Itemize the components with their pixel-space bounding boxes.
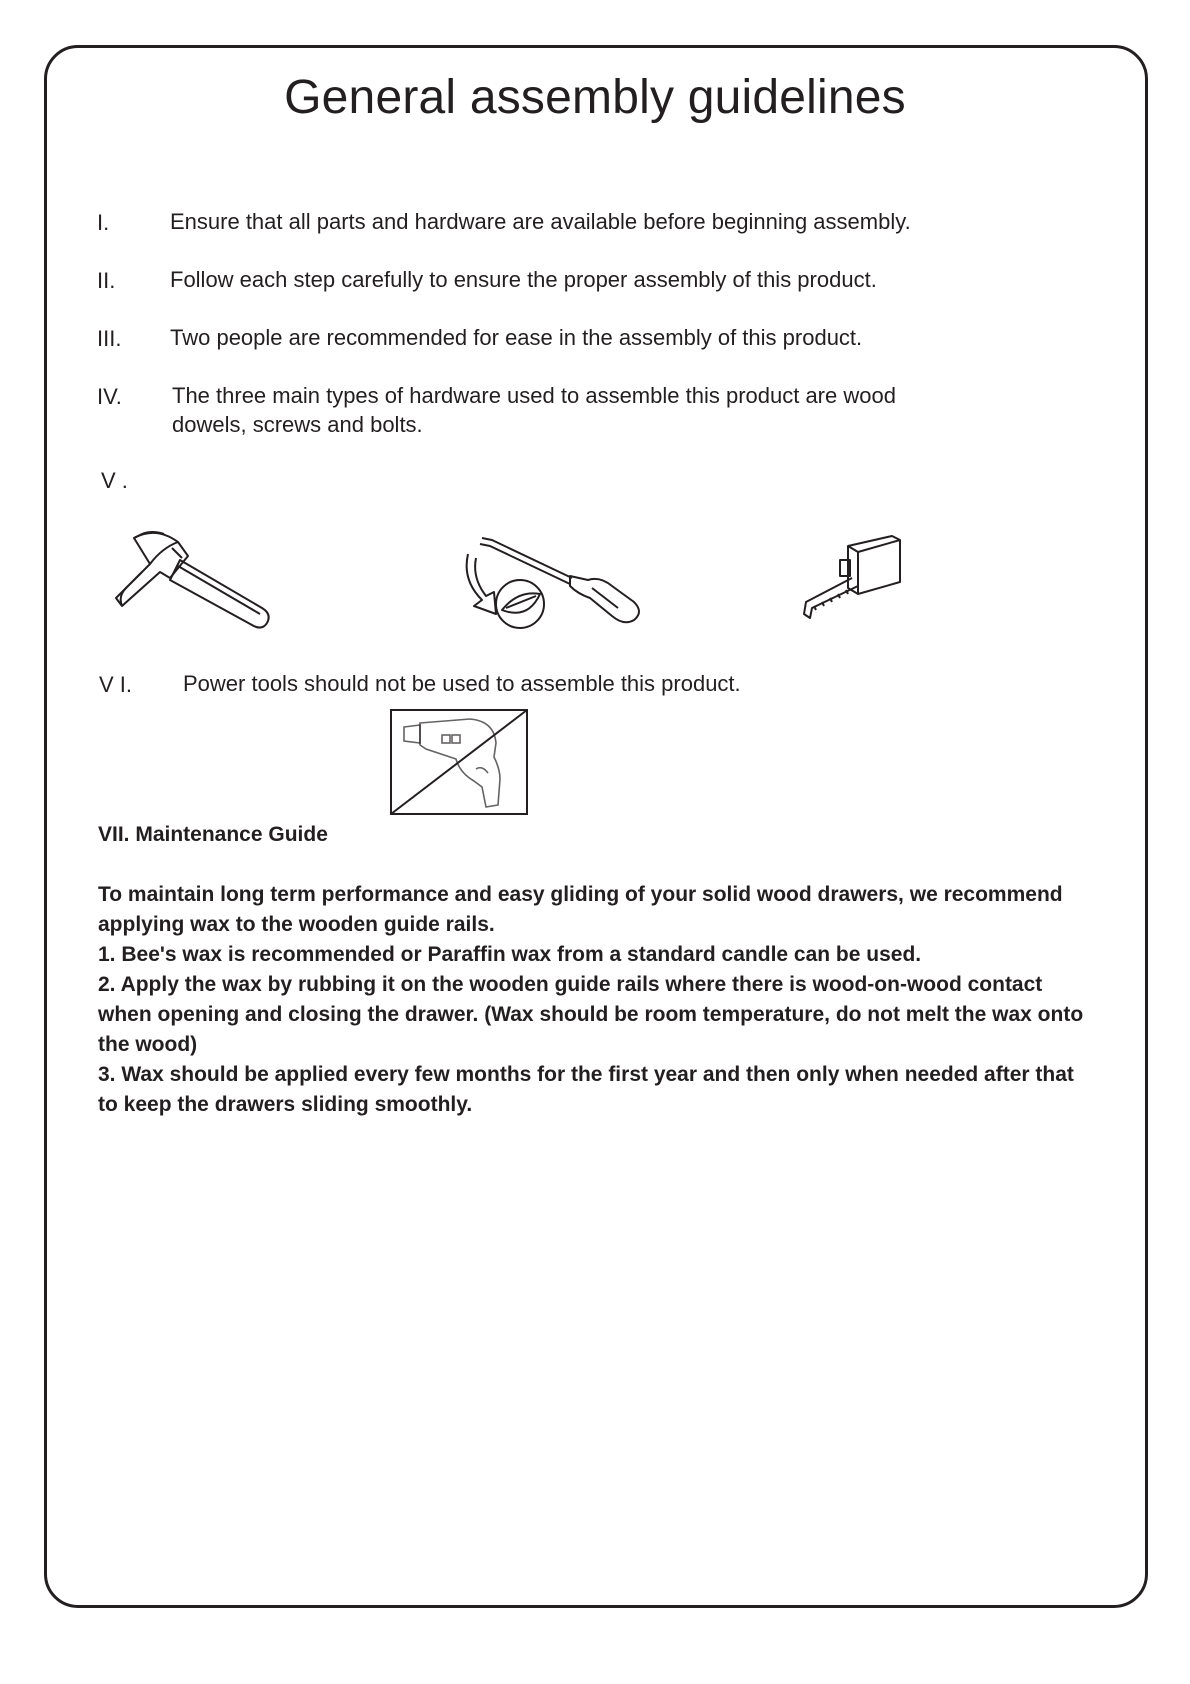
guideline-number: IV.: [97, 384, 122, 409]
guideline-number: III.: [97, 326, 122, 351]
hammer-icon: [112, 528, 280, 633]
no-power-drill-icon: [390, 709, 530, 816]
maintenance-step: 2. Apply the wax by rubbing it on the wooden guide rails where there is wood-on-wood contact when opening and closing the drawer. (Wax should be room temperature, do not melt the wax onto the wood): [98, 973, 1084, 1056]
guideline-number: V I.: [99, 672, 133, 697]
guideline-text: Follow each step carefully to ensure the proper assembly of this product.: [170, 267, 877, 292]
maintenance-step: 1. Bee's wax is recommended or Paraffin wax from a standard candle can be used.: [98, 943, 922, 966]
guideline-number: I.: [97, 210, 110, 235]
guideline-text: Power tools should not be used to assemble this product.: [183, 671, 741, 696]
guideline-text: The three main types of hardware used to assemble this product are wood dowels, screws and bolts.: [172, 383, 896, 437]
screwdriver-icon: [462, 530, 647, 635]
maintenance-step: 3. Wax should be applied every few months for the first year and then only when needed after that to keep the drawers sliding smoothly.: [98, 1063, 1074, 1116]
guideline-number: II.: [97, 268, 116, 293]
guideline-text: Ensure that all parts and hardware are available before beginning assembly.: [170, 209, 911, 234]
guideline-text: Two people are recommended for ease in the assembly of this product.: [170, 325, 863, 350]
maintenance-heading: VII. Maintenance Guide: [98, 823, 328, 846]
guideline-number: V .: [101, 468, 128, 493]
maintenance-intro: To maintain long term performance and easy gliding of your solid wood drawers, we recommend applying wax to the wooden guide rails.: [98, 883, 1063, 936]
page-title: General assembly guidelines: [284, 71, 906, 124]
tape-measure-icon: [800, 532, 905, 622]
